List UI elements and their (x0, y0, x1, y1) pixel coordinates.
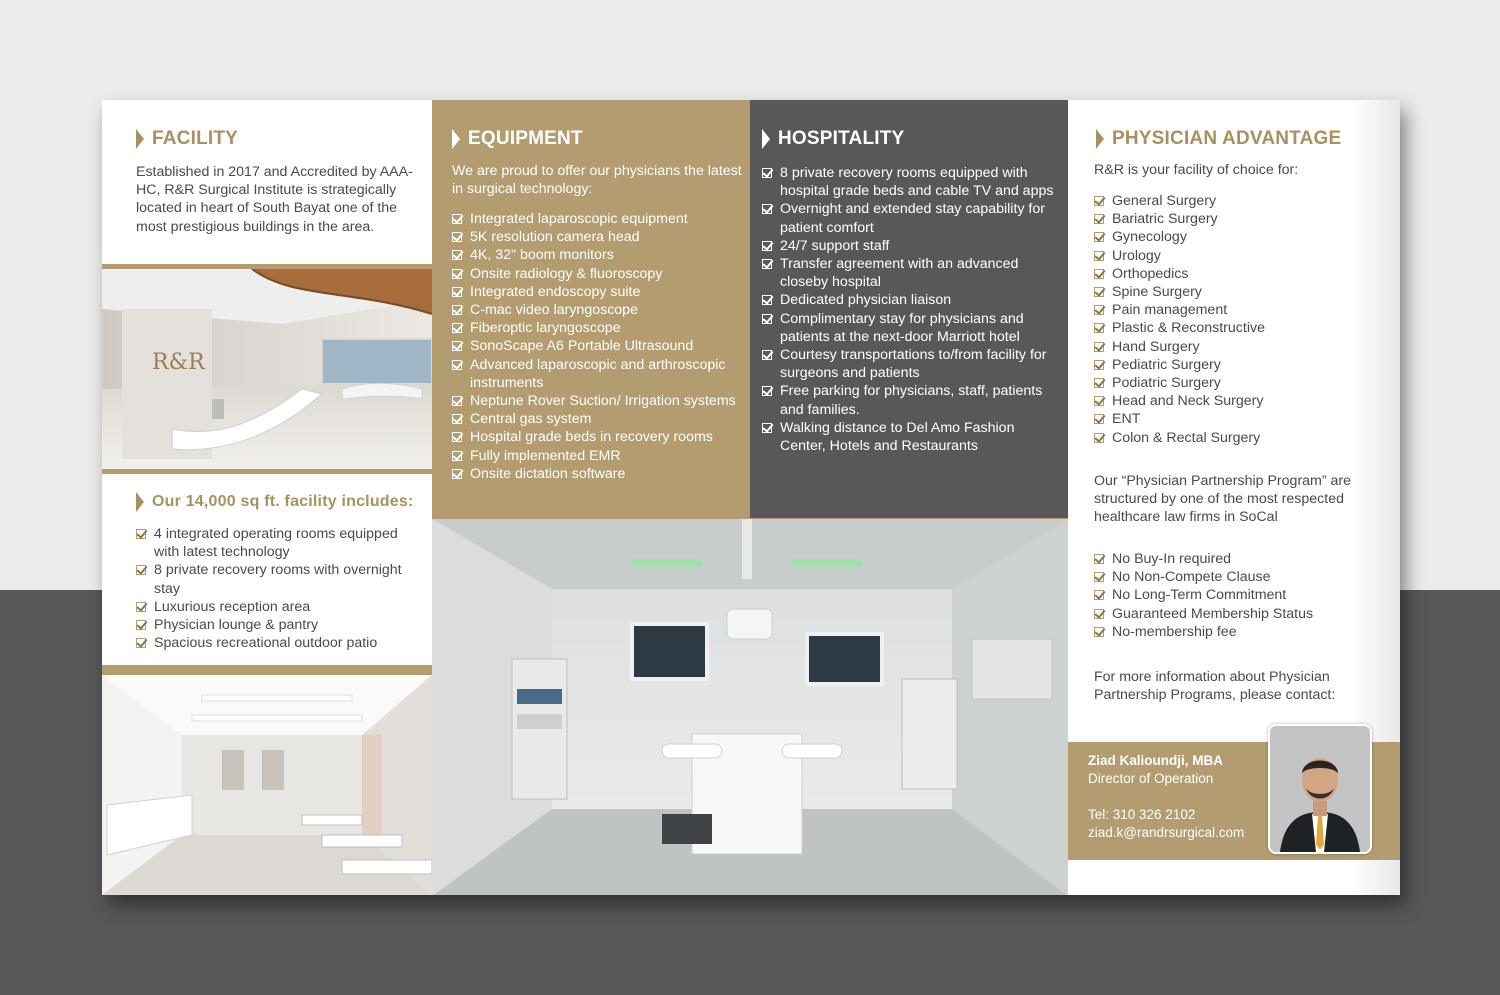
equipment-item-label: Central gas system (470, 411, 592, 428)
portrait-illustration (1270, 726, 1370, 852)
includes-item (136, 616, 416, 634)
hospitality-item-label: 24/7 support staff (780, 237, 890, 254)
hospitality-item (762, 419, 1062, 455)
checkbox-icon (1094, 627, 1104, 637)
specialties-list (1094, 192, 1384, 447)
physician-advantage-panel (1068, 100, 1400, 895)
hospitality-item (762, 237, 1062, 255)
equipment-item-label: C-mac video laryngoscope (470, 302, 638, 319)
specialty-item-label: ENT (1112, 411, 1141, 428)
checkbox-icon (452, 269, 462, 279)
hospitality-item (762, 164, 1062, 200)
equipment-item (452, 283, 748, 301)
specialty-item (1094, 228, 1384, 246)
equipment-item (452, 447, 748, 465)
specialty-item (1094, 410, 1384, 428)
equipment-intro: We are proud to offer our physicians the latest in surgical technology: (452, 163, 742, 198)
includes-item (136, 561, 416, 597)
includes-item-label: Spacious recreational outdoor patio (154, 635, 378, 652)
specialty-item-label: Pain management (1112, 302, 1228, 319)
equipment-item (452, 301, 748, 319)
checkbox-icon (1094, 554, 1104, 564)
checkbox-icon (762, 386, 772, 396)
checkbox-icon (136, 602, 146, 612)
benefit-item (1094, 623, 1384, 641)
specialty-item (1094, 356, 1384, 374)
checkbox-icon (1094, 269, 1104, 279)
benefit-item-label: Guaranteed Membership Status (1112, 605, 1314, 622)
hospitality-item (762, 310, 1062, 346)
checkbox-icon (762, 204, 772, 214)
chevron-right-icon (1096, 129, 1104, 149)
specialty-item (1094, 192, 1384, 210)
benefit-item-label: No Buy-In required (1112, 551, 1232, 567)
specialty-item (1094, 338, 1384, 356)
equipment-item (452, 465, 748, 483)
specialty-item-label: Plastic & Reconstructive (1112, 320, 1265, 337)
checkbox-icon (762, 314, 772, 324)
checkbox-icon (1094, 378, 1104, 388)
checkbox-icon (1094, 414, 1104, 424)
benefit-item (1094, 586, 1384, 604)
specialty-item (1094, 265, 1384, 283)
equipment-item (452, 246, 748, 264)
includes-list (136, 525, 416, 652)
checkbox-icon (1094, 305, 1104, 315)
checkbox-icon (1094, 590, 1104, 600)
checkbox-icon (1094, 609, 1104, 619)
contact-phone: Tel: 310 326 2102 (1088, 807, 1196, 822)
benefit-item (1094, 568, 1384, 586)
checkbox-icon (1094, 342, 1104, 352)
checkbox-icon (1094, 360, 1104, 370)
checkbox-icon (1094, 572, 1104, 582)
equipment-item (452, 228, 748, 246)
specialty-item-label: Head and Neck Surgery (1112, 393, 1264, 410)
checkbox-icon (452, 305, 462, 315)
hospitality-item (762, 346, 1062, 382)
checkbox-icon (452, 287, 462, 297)
checkbox-icon (1094, 323, 1104, 333)
includes-item (136, 525, 416, 561)
equipment-item-label: Fiberoptic laryngoscope (470, 320, 621, 337)
advantage-intro: R&R is your facility of choice for: (1094, 162, 1299, 178)
contact-portrait (1268, 724, 1372, 854)
equipment-list (452, 210, 748, 483)
includes-item-label: Physician lounge & pantry (154, 617, 319, 634)
specialty-item (1094, 429, 1384, 447)
contact-details (1088, 752, 1244, 842)
equipment-item-label: 4K, 32" boom monitors (470, 247, 614, 264)
equipment-heading: EQUIPMENT (452, 128, 583, 150)
equipment-item-label: SonoScape A6 Portable Ultrasound (470, 338, 694, 355)
recovery-room-illustration (102, 675, 432, 895)
contact-title: Director of Operation (1088, 771, 1214, 786)
hospitality-item-label: Walking distance to Del Amo Fashion Center, Hotels and Restaurants (780, 419, 1015, 455)
chevron-right-icon (452, 129, 460, 149)
checkbox-icon (762, 295, 772, 305)
specialty-item (1094, 392, 1384, 410)
includes-item-label: Luxurious reception area (154, 598, 311, 615)
checkbox-icon (452, 451, 462, 461)
checkbox-icon (136, 620, 146, 630)
specialty-item-label: Spine Surgery (1112, 284, 1202, 301)
hospitality-item-label: Transfer agreement with an advanced closeby hospital (780, 256, 1019, 291)
specialty-item-label: General Surgery (1112, 193, 1217, 209)
equipment-item (452, 210, 748, 228)
equipment-item (452, 337, 748, 355)
equipment-item-label: Integrated laparoscopic equipment (470, 211, 688, 227)
hospitality-item-label: Complimentary stay for physicians and patients at the next-door Marriott hotel (780, 310, 1024, 345)
checkbox-icon (452, 250, 462, 260)
hospitality-item (762, 291, 1062, 309)
specialty-item-label: Bariatric Surgery (1112, 211, 1218, 228)
checkbox-icon (1094, 433, 1104, 443)
hospitality-item-label: Free parking for physicians, staff, patients and families. (780, 383, 1043, 418)
includes-item-label: 4 integrated operating rooms equipped with latest technology (154, 526, 398, 561)
recovery-room-photo (102, 665, 432, 895)
checkbox-icon (762, 259, 772, 269)
checkbox-icon (136, 565, 146, 575)
checkbox-icon (1094, 232, 1104, 242)
benefit-item-label: No-membership fee (1112, 623, 1237, 640)
equipment-item (452, 319, 748, 337)
equipment-item-label: Onsite radiology & fluoroscopy (470, 265, 663, 282)
checkbox-icon (762, 241, 772, 251)
checkbox-icon (762, 168, 772, 178)
operating-room-photo (432, 518, 1068, 895)
specialty-item (1094, 247, 1384, 265)
hospitality-item (762, 200, 1062, 236)
equipment-item-label: Neptune Rover Suction/ Irrigation systems (470, 393, 736, 410)
contact-name: Ziad Kalioundji, MBA (1088, 753, 1223, 768)
checkbox-icon (452, 323, 462, 333)
equipment-item-label: Fully implemented EMR (470, 447, 621, 464)
hospitality-item-label: Dedicated physician liaison (780, 292, 952, 309)
checkbox-icon (452, 469, 462, 479)
checkbox-icon (452, 360, 462, 370)
chevron-right-icon (136, 492, 144, 512)
equipment-item-label: Integrated endoscopy suite (470, 283, 641, 300)
equipment-item (452, 265, 748, 283)
hospitality-item-label: 8 private recovery rooms equipped with hospital grade beds and cable TV and apps (780, 165, 1054, 200)
reception-photo (102, 264, 432, 474)
hospitality-heading: HOSPITALITY (762, 128, 904, 150)
checkbox-icon (136, 529, 146, 539)
hospitality-item (762, 255, 1062, 291)
hospitality-item (762, 382, 1062, 418)
facility-logo: R&R (152, 350, 205, 375)
reception-photo-illustration (102, 269, 432, 469)
equipment-item-label: Onsite dictation software (470, 465, 626, 482)
checkbox-icon (452, 341, 462, 351)
checkbox-icon (452, 232, 462, 242)
includes-item (136, 598, 416, 616)
specialty-item (1094, 301, 1384, 319)
specialty-item (1094, 210, 1384, 228)
specialty-item-label: Pediatric Surgery (1112, 356, 1221, 373)
brochure (102, 100, 1400, 895)
contact-intro: For more information about Physician Partnership Programs, please contact: (1094, 669, 1336, 704)
checkbox-icon (1094, 396, 1104, 406)
benefit-item (1094, 550, 1384, 568)
checkbox-icon (452, 414, 462, 424)
specialty-item-label: Urology (1112, 247, 1161, 264)
specialty-item-label: Orthopedics (1112, 265, 1189, 282)
checkbox-icon (1094, 214, 1104, 224)
equipment-item (452, 356, 748, 392)
benefits-list (1094, 550, 1384, 641)
hospitality-list (762, 164, 1062, 455)
checkbox-icon (136, 638, 146, 648)
checkbox-icon (1094, 196, 1104, 206)
facility-heading: FACILITY (136, 128, 238, 150)
specialty-item-label: Hand Surgery (1112, 338, 1200, 355)
contact-email[interactable]: ziad.k@randrsurgical.com (1088, 825, 1245, 840)
hospitality-item-label: Courtesy transportations to/from facility for surgeons and patients (780, 347, 1047, 382)
checkbox-icon (762, 423, 772, 433)
includes-heading: Our 14,000 sq ft. facility includes: (136, 492, 414, 512)
equipment-item-label: 5K resolution camera head (470, 229, 640, 246)
benefit-item (1094, 605, 1384, 623)
checkbox-icon (452, 214, 462, 224)
hospitality-item-label: Overnight and extended stay capability for patient comfort (780, 201, 1045, 236)
equipment-item-label: Hospital grade beds in recovery rooms (470, 429, 713, 446)
chevron-right-icon (136, 129, 144, 149)
specialty-item (1094, 283, 1384, 301)
equipment-item (452, 428, 748, 446)
equipment-item (452, 410, 748, 428)
facility-intro: Established in 2017 and Accredited by AAA-HC, R&R Surgical Institute is strategically located in heart of South Bayat one of the most prestigious buildings in the area. (136, 164, 413, 235)
checkbox-icon (1094, 251, 1104, 261)
checkbox-icon (452, 432, 462, 442)
specialty-item-label: Podiatric Surgery (1112, 375, 1221, 392)
specialty-item (1094, 319, 1384, 337)
chevron-right-icon (762, 129, 770, 149)
equipment-item (452, 392, 748, 410)
program-text: Our “Physician Partnership Program” are structured by one of the most respected healthcare law firms in SoCal (1094, 473, 1352, 526)
facility-panel (102, 100, 432, 895)
specialty-item (1094, 374, 1384, 392)
equipment-item-label: Advanced laparoscopic and arthroscopic instruments (470, 356, 726, 391)
specialty-item-label: Gynecology (1112, 229, 1187, 246)
checkbox-icon (452, 396, 462, 406)
includes-item (136, 634, 416, 652)
benefit-item-label: No Non-Compete Clause (1112, 569, 1271, 586)
benefit-item-label: No Long-Term Commitment (1112, 587, 1287, 604)
checkbox-icon (762, 350, 772, 360)
checkbox-icon (1094, 287, 1104, 297)
operating-room-illustration (432, 519, 1068, 895)
advantage-heading: PHYSICIAN ADVANTAGE (1096, 128, 1341, 150)
includes-item-label: 8 private recovery rooms with overnight stay (154, 562, 402, 597)
specialty-item-label: Colon & Rectal Surgery (1112, 429, 1261, 446)
